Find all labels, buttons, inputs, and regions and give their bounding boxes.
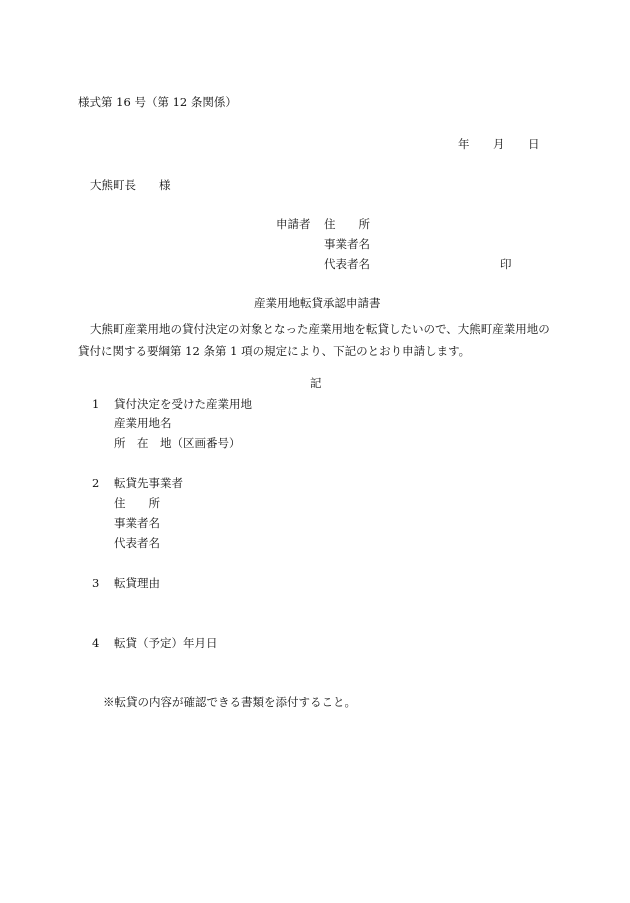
date-day: 日 — [528, 137, 540, 151]
applicant-representative-label: 代表者名 — [324, 257, 370, 271]
ki-heading: 記 — [310, 376, 322, 390]
form-number: 様式第 16 号（第 12 条関係） — [78, 95, 237, 109]
item-2-number: 2 — [92, 476, 100, 490]
document-title: 産業用地転貸承認申請書 — [254, 296, 381, 310]
item-2-sub-3: 代表者名 — [114, 536, 160, 550]
seal-mark: 印 — [500, 257, 512, 271]
item-4-number: 4 — [92, 636, 100, 650]
recipient: 大熊町長 様 — [90, 178, 171, 192]
item-2-label: 転貸先事業者 — [114, 476, 183, 490]
item-2-sub-1: 住 所 — [114, 496, 160, 510]
item-3-number: 3 — [92, 576, 100, 590]
item-1-number: 1 — [92, 397, 100, 411]
item-1-label: 貸付決定を受けた産業用地 — [114, 397, 252, 411]
item-3-label: 転貸理由 — [114, 576, 160, 590]
item-1-sub-1: 産業用地名 — [114, 416, 172, 430]
applicant-business-label: 事業者名 — [324, 237, 370, 251]
date-month: 月 — [493, 137, 505, 151]
applicant-address-label: 住 所 — [324, 217, 370, 231]
attachment-note: ※転貸の内容が確認できる書類を添付すること。 — [103, 695, 356, 709]
applicant-heading: 申請者 — [276, 217, 311, 231]
date-year: 年 — [458, 137, 470, 151]
body-paragraph: 大熊町産業用地の貸付決定の対象となった産業用地を転貸したいので、大熊町産業用地の貸付に関する要綱第 12 条第 1 項の規定により、下記のとおり申請します。 — [78, 322, 550, 358]
item-4-label: 転貸（予定）年月日 — [114, 636, 218, 650]
item-1-sub-2: 所 在 地（区画番号） — [114, 436, 241, 450]
item-2-sub-2: 事業者名 — [114, 516, 160, 530]
